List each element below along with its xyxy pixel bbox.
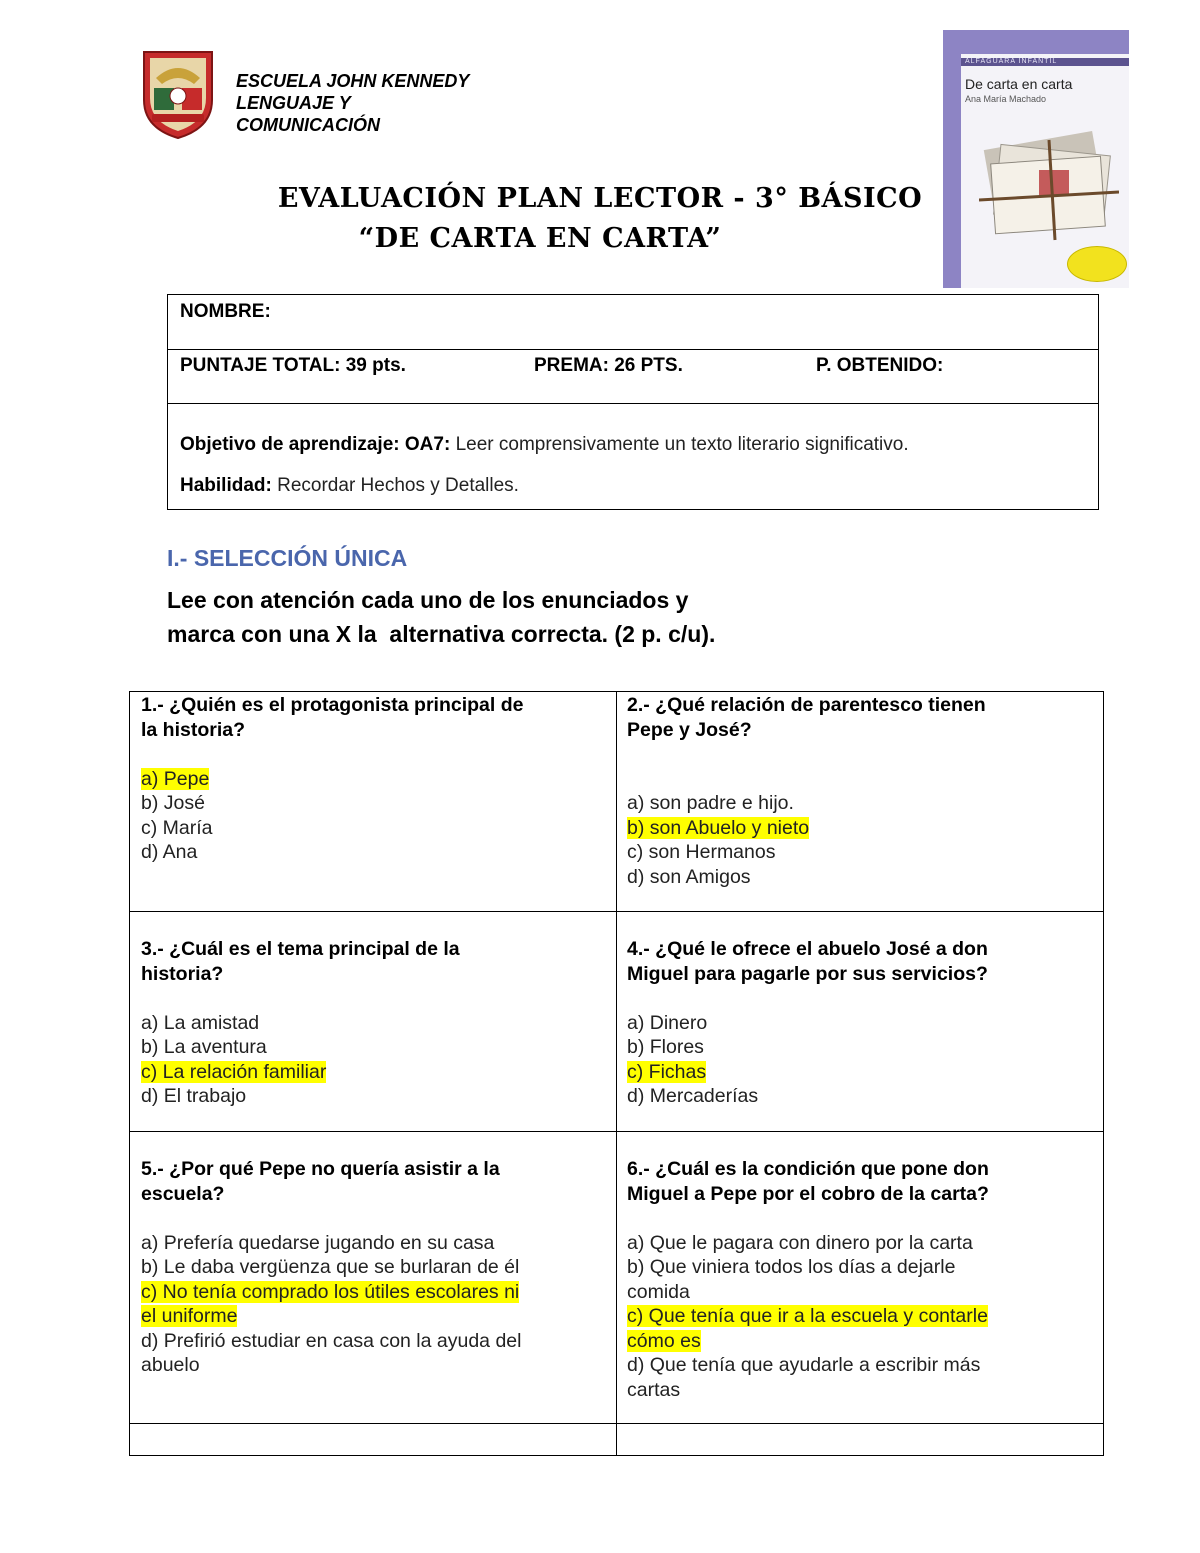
option-d[interactable]: d) El trabajo	[141, 1085, 247, 1107]
question-text: Miguel para pagarle por sus servicios?	[627, 962, 988, 985]
question-text: 6.- ¿Cuál es la condición que pone don	[627, 1158, 989, 1180]
option-b[interactable]: b) Flores	[627, 1036, 704, 1058]
question-text: historia?	[141, 962, 224, 985]
option-d[interactable]: d) Prefirió estudiar en casa con la ayuda del	[141, 1329, 522, 1352]
question-text: 3.- ¿Cuál es el tema principal de la	[141, 938, 460, 960]
puntaje-total: PUNTAJE TOTAL: 39 pts.	[180, 355, 406, 376]
book-cover-title: De carta en carta	[965, 76, 1073, 92]
option-c[interactable]: c) María	[141, 816, 213, 839]
question-3	[141, 937, 609, 1109]
option-c-continued[interactable]: el uniforme	[141, 1305, 238, 1327]
questions-table	[129, 691, 1104, 1456]
question-text: Pepe y José?	[627, 718, 752, 741]
option-c[interactable]: c) La relación familiar	[141, 1060, 327, 1083]
option-a[interactable]: a) Que le pagara con dinero por la carta	[627, 1231, 973, 1254]
letters-illustration	[979, 120, 1119, 250]
option-d-continued[interactable]: cartas	[627, 1378, 681, 1401]
school-name: ESCUELA JOHN KENNEDY	[236, 71, 470, 91]
option-c[interactable]: c) Fichas	[627, 1060, 707, 1083]
option-d[interactable]: d) Mercaderías	[627, 1085, 759, 1107]
objetivo-text: Leer comprensivamente un texto literario significativo.	[455, 434, 909, 455]
objetivo-line	[180, 434, 909, 456]
option-b[interactable]: b) La aventura	[141, 1036, 267, 1058]
question-2	[627, 693, 1095, 889]
prema: PREMA: 26 PTS.	[534, 355, 683, 376]
option-a[interactable]: a) La amistad	[141, 1011, 260, 1034]
section-title: I.- SELECCIÓN ÚNICA	[167, 545, 408, 571]
subject-line1: LENGUAJE Y	[236, 93, 351, 113]
question-text: 4.- ¿Qué le ofrece el abuelo José a don	[627, 938, 988, 960]
section-instructions	[167, 583, 715, 651]
option-a[interactable]: a) Pepe	[141, 767, 210, 790]
objetivo-label: Objetivo de aprendizaje:	[180, 434, 400, 455]
question-1	[141, 693, 609, 865]
book-cover-image	[943, 30, 1129, 288]
habilidad-line	[180, 475, 519, 497]
option-c[interactable]: c) son Hermanos	[627, 841, 776, 863]
option-a[interactable]: a) Prefería quedarse jugando en su casa	[141, 1231, 495, 1254]
nombre-label: NOMBRE:	[180, 301, 271, 322]
question-text: la historia?	[141, 718, 246, 741]
option-d[interactable]: d) son Amigos	[627, 865, 751, 888]
habilidad-text: Recordar Hechos y Detalles.	[277, 475, 519, 496]
option-c-continued[interactable]: cómo es	[627, 1329, 701, 1352]
option-b-continued[interactable]: comida	[627, 1280, 690, 1303]
option-b[interactable]: b) Que viniera todos los días a dejarle	[627, 1256, 956, 1278]
option-c[interactable]: c) No tenía comprado los útiles escolares ni	[141, 1280, 520, 1303]
option-c[interactable]: c) Que tenía que ir a la escuela y contarle	[627, 1305, 988, 1327]
puntaje-obtenido: P. OBTENIDO:	[816, 355, 944, 376]
question-4	[627, 937, 1095, 1109]
objetivo-code: OA7:	[404, 434, 451, 455]
question-text: 1.- ¿Quién es el protagonista principal de	[141, 694, 524, 716]
option-a[interactable]: a) Dinero	[627, 1011, 708, 1034]
evaluation-title: EVALUACIÓN PLAN LECTOR - 3° BÁSICO	[277, 183, 923, 214]
option-d[interactable]: d) Ana	[141, 841, 198, 863]
book-cover-author: Ana María Machado	[965, 94, 1047, 104]
question-text: Miguel a Pepe por el cobro de la carta?	[627, 1182, 989, 1205]
question-text: escuela?	[141, 1182, 225, 1205]
question-text: 5.- ¿Por qué Pepe no quería asistir a la	[141, 1158, 500, 1180]
student-info-box	[167, 294, 1099, 510]
option-d[interactable]: d) Que tenía que ayudarle a escribir más	[627, 1354, 981, 1376]
habilidad-label: Habilidad:	[180, 475, 272, 496]
school-crest-logo	[140, 48, 216, 140]
instruction-line2: marca con una X la alternativa correcta. (2 p. c/u).	[167, 621, 716, 647]
question-5	[141, 1157, 609, 1378]
school-name-block	[236, 70, 469, 136]
subject-line2: COMUNICACIÓN	[236, 115, 380, 135]
option-b[interactable]: b) son Abuelo y nieto	[627, 816, 810, 839]
instruction-line1: Lee con atención cada uno de los enunciados y	[167, 587, 689, 613]
question-6	[627, 1157, 1095, 1402]
question-text: 2.- ¿Qué relación de parentesco tienen	[627, 694, 986, 716]
book-cover-series: ALFAGUARA INFANTIL	[965, 58, 1058, 65]
option-b[interactable]: b) Le daba vergüenza que se burlaran de él	[141, 1256, 520, 1278]
option-d-continued[interactable]: abuelo	[141, 1354, 200, 1376]
option-b[interactable]: b) José	[141, 792, 205, 814]
book-title-heading: “DE CARTA EN CARTA”	[358, 223, 722, 254]
option-a[interactable]: a) son padre e hijo.	[627, 792, 794, 814]
